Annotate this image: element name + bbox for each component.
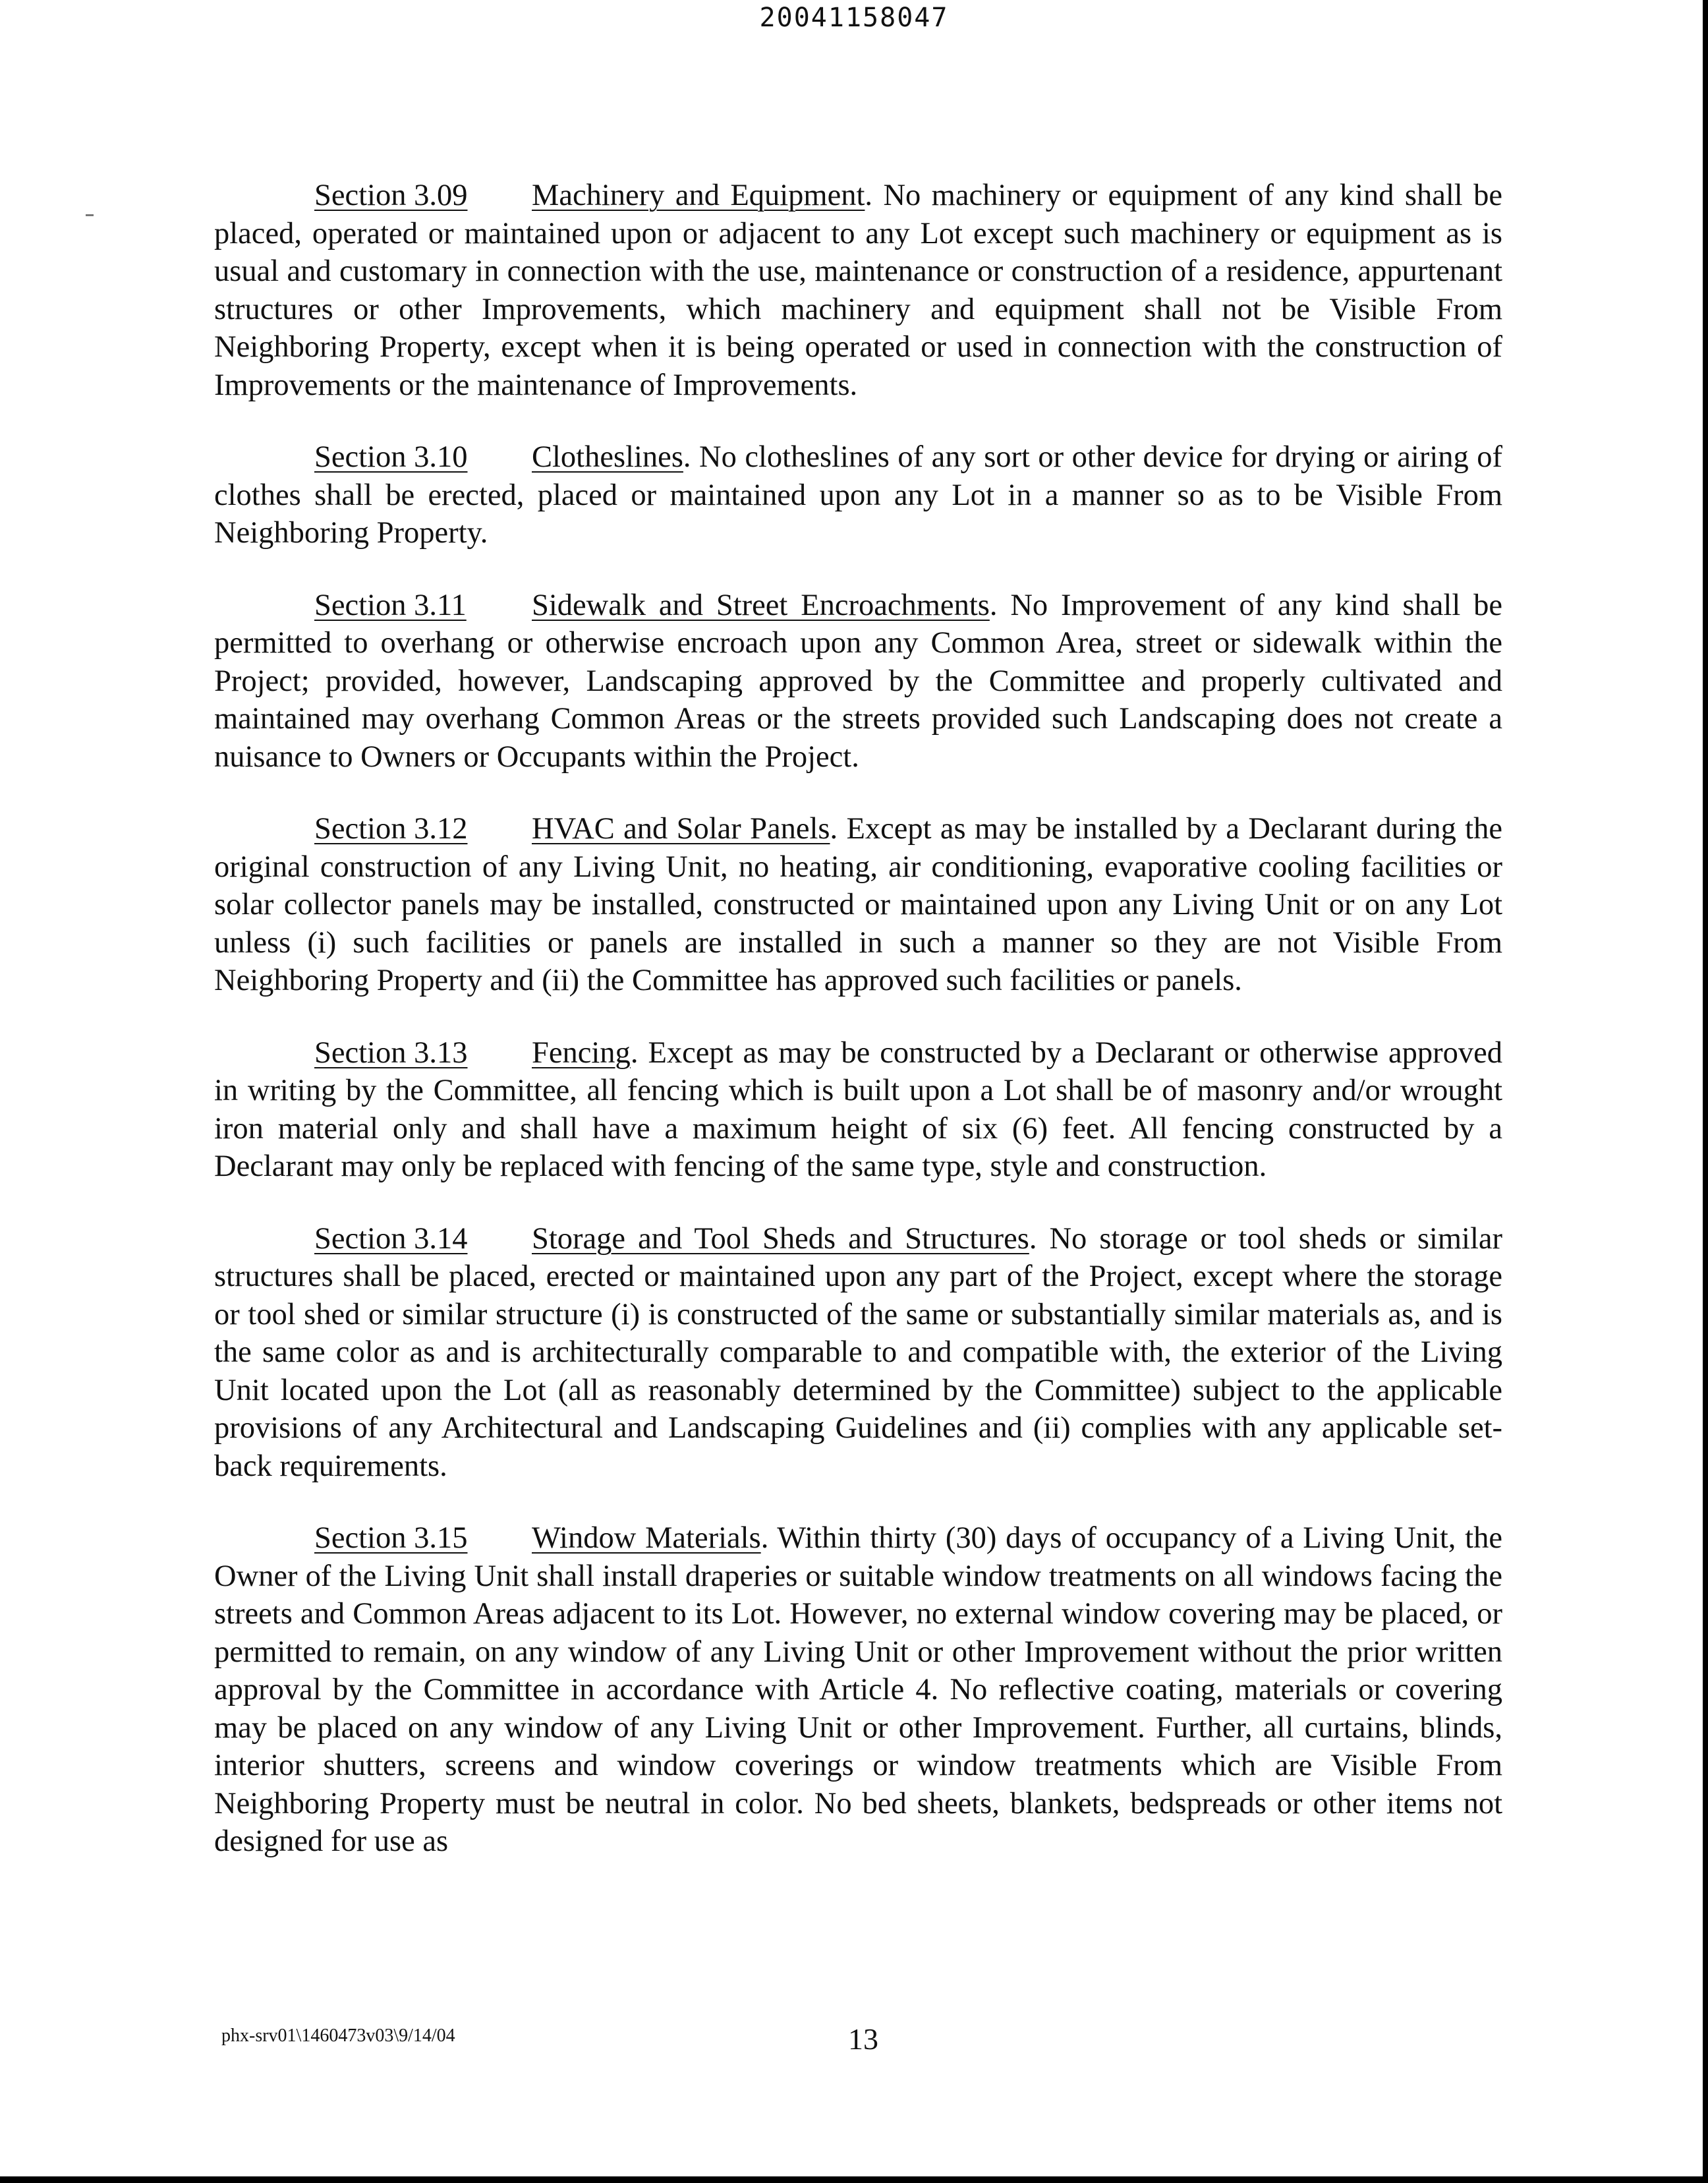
section-text: . Within thirty (30) days of occupancy of a Living Unit, the Owner of the Living Unit shall install draperies or suitable window treatments on all windows facing the streets and Common Areas adjacent to its Lot. However, no external window covering may be placed, or permitted to remain, on any window of any Living Unit or other Improvement without the prior written approval by the Committee in accordance with Article 4. No reflective coating, materials or covering may be placed on any window of any Living Unit or other Improvement. Further, all curtains, blinds, interior shutters, screens and window coverings or window treatments which are Visible From Neighboring Property must be neutral in color. No bed sheets, blankets, bedspreads or other items not designed for use as bbox=[214, 1521, 1502, 1858]
section-text: . No machinery or equipment of any kind shall be placed, operated or maintained upon or adjacent to any Lot except such machinery or equipment as is usual and customary in connection with the use, maintenance or construction of a residence, appurtenant structures or other Improvements, which machinery and equipment shall not be Visible From Neighboring Property, except when it is being operated or used in connection with the construction of Improvements or the maintenance of Improvements. bbox=[214, 179, 1502, 402]
section-paragraph bbox=[214, 438, 1502, 552]
section-paragraph bbox=[214, 587, 1502, 776]
section-paragraph bbox=[214, 1519, 1502, 1861]
section-number: Section 3.15 bbox=[314, 1521, 468, 1555]
section-paragraph bbox=[214, 810, 1502, 1000]
section-title: Sidewalk and Street Encroachments bbox=[532, 588, 990, 622]
section-text: . Except as may be constructed by a Declarant or otherwise approved in writing by the Committee, all fencing which is built upon a Lot shall be of masonry and/or wrought iron material only and shall have a maximum height of six (6) feet. All fencing constructed by a Declarant may only be replaced with fencing of the same type, style and construction. bbox=[214, 1035, 1502, 1183]
section-text: . No Improvement of any kind shall be permitted to overhang or otherwise encroach upon any Common Area, street or sidewalk within the Project; provided, however, Landscaping approved by the Committee and properly cultivated and maintained may overhang Common Areas or the streets provided such Landscaping does not create a nuisance to Owners or Occupants within the Project. bbox=[214, 588, 1502, 774]
section-title: Window Materials bbox=[532, 1521, 761, 1555]
section-3-15 bbox=[214, 1519, 1502, 1861]
section-number: Section 3.14 bbox=[314, 1221, 468, 1256]
section-3-11 bbox=[214, 587, 1502, 776]
section-text: . No clotheslines of any sort or other device for drying or airing of clothes shall be erected, placed or maintained upon any Lot in a manner so as to be Visible From Neighboring Property. bbox=[214, 440, 1502, 550]
section-title: Fencing bbox=[532, 1035, 631, 1070]
section-title: Clotheslines bbox=[532, 440, 683, 474]
section-3-13 bbox=[214, 1034, 1502, 1186]
section-number: Section 3.09 bbox=[314, 179, 468, 212]
section-title: HVAC and Solar Panels bbox=[532, 812, 830, 846]
section-3-10 bbox=[214, 438, 1502, 552]
document-body bbox=[214, 177, 1502, 1895]
section-text: . Except as may be installed by a Declarant during the original construction of any Living Unit, no heating, air conditioning, evaporative cooling facilities or solar collector panels may be installed, constructed or maintained upon any Living Unit or on any Lot unless (i) such facilities or panels are installed in such a manner so they are not Visible From Neighboring Property and (ii) the Committee has approved such facilities or panels. bbox=[214, 812, 1502, 997]
section-3-14 bbox=[214, 1220, 1502, 1486]
section-title: Storage and Tool Sheds and Structures bbox=[532, 1221, 1029, 1256]
section-text: . No storage or tool sheds or similar structures shall be placed, erected or maintained upon any part of the Project, except where the storage or tool shed or similar structure (i) is constructed of the same or substantially similar materials as, and is the same color as and is architecturally comparable to and compatible with, the exterior of the Living Unit located upon the Lot (all as reasonably determined by the Committee) subject to the applicable provisions of any Architectural and Landscaping Guidelines and (ii) complies with any applicable set-back requirements. bbox=[214, 1221, 1502, 1483]
section-number: Section 3.13 bbox=[314, 1035, 468, 1070]
margin-mark bbox=[86, 214, 94, 216]
section-3-09 bbox=[214, 177, 1502, 404]
section-number: Section 3.10 bbox=[314, 440, 468, 474]
section-number: Section 3.11 bbox=[314, 588, 467, 622]
section-3-12 bbox=[214, 810, 1502, 1000]
footer-document-id: phx-srv01\1460473v03\9/14/04 bbox=[221, 2025, 455, 2046]
scan-border-right bbox=[1703, 0, 1708, 2183]
section-number: Section 3.12 bbox=[314, 812, 468, 846]
section-paragraph bbox=[214, 1220, 1502, 1486]
section-paragraph bbox=[214, 1034, 1502, 1186]
section-title: Machinery and Equipment bbox=[532, 179, 865, 212]
section-paragraph bbox=[214, 177, 1502, 404]
page-number: 13 bbox=[848, 2022, 878, 2056]
scan-border-bottom bbox=[0, 2176, 1708, 2183]
document-number-stamp: 20041158047 bbox=[759, 3, 949, 33]
